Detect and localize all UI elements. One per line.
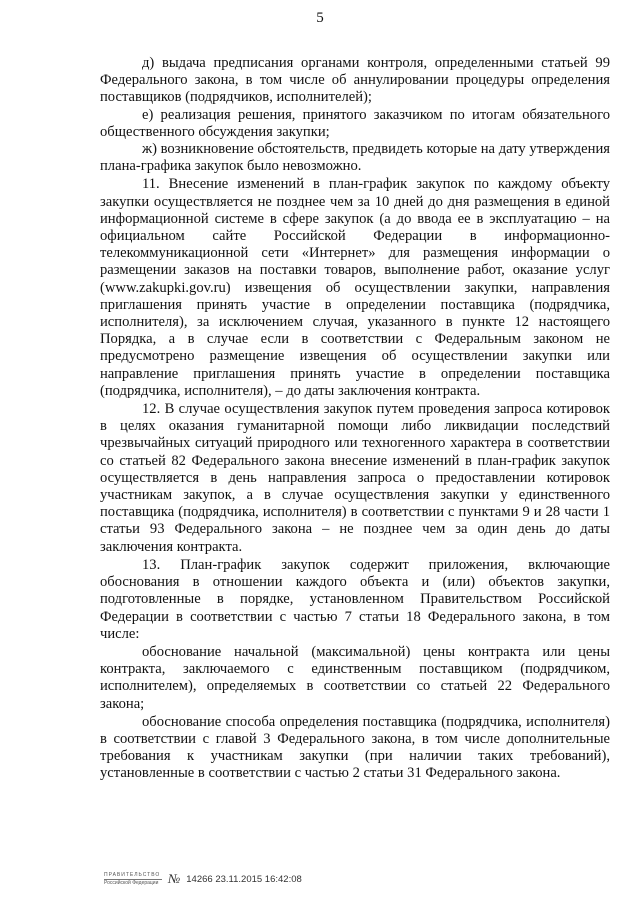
stamp-text-top: ПРАВИТЕЛЬСТВО	[104, 871, 161, 878]
paragraph-e: е) реализация решения, принятого заказчиком по итогам обязательного общественного обсуждения закупки;	[100, 106, 610, 140]
paragraph-method-justification: обоснование способа определения поставщика (подрядчика, исполнителя) в соответствии с главой 3 Федерального закона, в том числе дополнительные требования к участникам закупки (при наличии таких требований), установленные в соответствии с частью 2 статьи 31 Федерального закона.	[100, 713, 610, 782]
paragraph-11: 11. Внесение изменений в план-график закупок по каждому объекту закупки осуществляется не позднее чем за 10 дней до дня размещения в единой информационной системе в сфере закупок (а до ввода ее в эксплуатацию – на официальном сайте Российской Федерации в информационно-телекоммуникационной сети «Интернет» для размещения информации о размещении заказов на поставки товаров, выполнение работ, оказание услуг (www.zakupki.gov.ru) извещения об осуществлении закупки, направления приглашения принять участие в определении поставщика (подрядчика, исполнителя), за исключением случая, указанного в пункте 12 настоящего Порядка, а в случае если в соответствии с Федеральным законом не предусмотрено размещение извещения об осуществлении закупки или направление приглашения принять участие в определении поставщика (подрядчика, исполнителя), – до даты заключения контракта.	[100, 176, 610, 399]
number-sign: №	[168, 871, 181, 886]
paragraph-d: д) выдача предписания органами контроля, определенными статьей 99 Федерального закона, в том числе об аннулировании процедуры определения поставщиков (подрядчиков, исполнителей);	[100, 55, 610, 106]
document-body	[100, 55, 610, 783]
paragraph-13: 13. План-график закупок содержит приложения, включающие обоснования в отношении каждого объекта и (или) объектов закупки, подготовленные в порядке, установленном Правительством Российской Федерации в соответствии с частью 7 статьи 18 Федерального закона, в том числе:	[100, 556, 610, 642]
paragraph-12: 12. В случае осуществления закупок путем проведения запроса котировок в целях оказания гуманитарной помощи либо ликвидации последствий чрезвычайных ситуаций природного или техногенного характера в соответствии со статьей 82 Федерального закона внесение изменений в план-график закупок осуществляется в день направления запроса о предоставлении котировок участникам закупок, а в случае осуществления закупки у единственного поставщика (подрядчика, исполнителя) в соответствии с пунктами 9 и 28 части 1 статьи 93 Федерального закона – не позднее чем за один день до даты заключения контракта.	[100, 401, 610, 555]
registration-stamp: 14266 23.11.2015 16:42:08	[186, 873, 302, 885]
page-number: 5	[316, 10, 324, 26]
paragraph-price-justification: обоснование начальной (максимальной) цены контракта или цены контракта, заключаемого с единственным поставщиком (подрядчиком, исполнителем), определяемых в соответствии со статьей 22 Федерального закона;	[100, 643, 610, 712]
stamp-text-bottom: Российской Федерации	[104, 879, 159, 886]
registry-stamp-logo	[104, 870, 162, 888]
document-footer	[104, 868, 302, 890]
paragraph-zh: ж) возникновение обстоятельств, предвидеть которые на дату утверждения плана-графика закупок было невозможно.	[100, 141, 610, 175]
